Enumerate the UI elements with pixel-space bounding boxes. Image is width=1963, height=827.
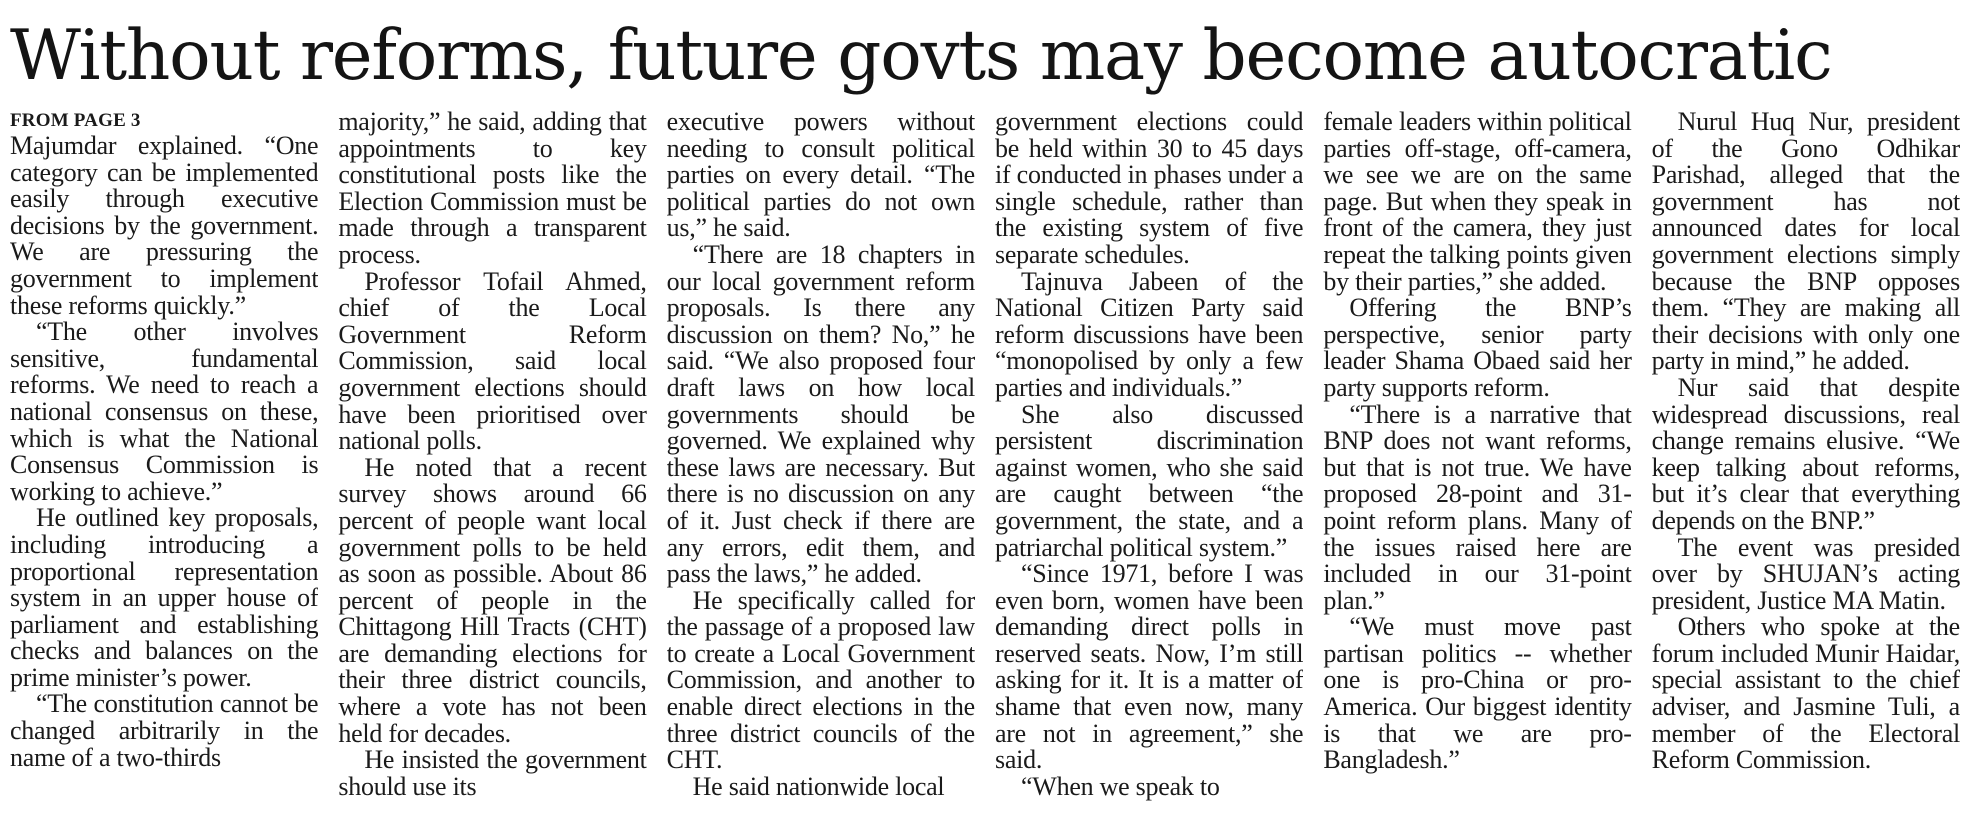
- paragraph: Tajnuva Jabeen of the National Citizen Party said reform discussions have been “monopolised by only a few parties and individuals.”: [994, 266, 1304, 402]
- paragraph: “We must move past partisan politics -- whether one is pro-China or pro-America. Our biggest identity is that we are pro-Bangladesh.”: [1323, 612, 1632, 775]
- column-1: [10, 109, 318, 821]
- column-3: [667, 109, 975, 821]
- column-5: [1323, 109, 1631, 821]
- paragraph: majority,” he said, adding that appointments to key constitutional posts like the Election Commission must be made through a transparent process.: [338, 109, 647, 269]
- paragraph: female leaders within political parties off-stage, off-camera, we see we are on the same page. But when they speak in front of the camera, they just repeat the talking points given by their parties,” she added.: [1323, 109, 1632, 296]
- paragraph: Professor Tofail Ahmed, chief of the Local Government Reform Commission, said local government elections should have been prioritised over national polls.: [338, 266, 647, 456]
- headline: Without reforms, future govts may become autocratic: [10, 16, 1832, 96]
- paragraph: He outlined key proposals, including introducing a proportional representation system in an upper house of parliament and establishing checks and balances on the prime minister’s power.: [10, 503, 319, 692]
- paragraph: He said nationwide local: [692, 771, 945, 801]
- column-6: [1652, 109, 1960, 821]
- article-body: [10, 109, 1960, 821]
- paragraph: “The constitution cannot be changed arbitrarily in the name of a two-thirds: [10, 689, 319, 772]
- paragraph: executive powers without needing to consult political parties on every detail. “The political parties do not own us,” he said.: [666, 109, 975, 243]
- paragraph: She also discussed persistent discrimination against women, who she said are caught between “the government, the state, and a patriarchal political system.”: [994, 399, 1304, 562]
- paragraph: “Since 1971, before I was even born, women have been demanding direct polls in reserved seats. Now, I’m still asking for it. It is a matter of shame that even now, many are not in agreement,” she said.: [994, 559, 1304, 775]
- paragraph: “There is a narrative that BNP does not want reforms, but that is not true. We have proposed 28-point and 31-point reform plans. Many of the issues raised here are included in our 31-point plan.”: [1323, 399, 1632, 615]
- paragraph: Majumdar explained. “One category can be implemented easily through executive decisions by the government. We are pressuring the government to implement these reforms quickly.”: [10, 131, 319, 320]
- paragraph: The event was presided over by SHUJAN’s acting president, Justice MA Matin.: [1651, 532, 1960, 615]
- paragraph: He insisted the government should use its: [338, 745, 647, 801]
- paragraph: “The other involves sensitive, fundamental reforms. We need to reach a national consensus on these, which is what the National Consensus Commission is working to achieve.”: [10, 317, 319, 506]
- paragraph: He noted that a recent survey shows around 66 percent of people want local government polls to be held as soon as possible. About 86 percent of people in the Chittagong Hill Tracts (CHT) are demanding elections for their three district councils, where a vote has not been held for decades.: [338, 452, 647, 748]
- paragraph: Nurul Huq Nur, president of the Gono Odhikar Parishad, alleged that the government has not announced dates for local government elections simply because the BNP opposes them. “They are making all their decisions with only one party in mind,” he added.: [1651, 109, 1960, 376]
- paragraph: He specifically called for the passage of a proposed law to create a Local Government Commission, and another to enable direct elections in the three district councils of the CHT.: [666, 585, 975, 775]
- paragraph: “When we speak to: [1020, 771, 1220, 801]
- paragraph: Offering the BNP’s perspective, senior party leader Shama Obaed said her party supports reform.: [1323, 293, 1632, 402]
- column-2: [338, 109, 646, 821]
- paragraph: government elections could be held within 30 to 45 days if conducted in phases under a single schedule, rather than the existing system of five separate schedules.: [994, 109, 1304, 269]
- kicker-from-page: FROM PAGE 3: [10, 110, 141, 131]
- paragraph: Nur said that despite widespread discussions, real change remains elusive. “We keep talking about reforms, but it’s clear that everything depends on the BNP.”: [1651, 372, 1960, 535]
- paragraph: “There are 18 chapters in our local government reform proposals. Is there any discussion on them? No,” he said. “We also proposed four draft laws on how local governments should be governed. We explained why these laws are necessary. But there is no discussion on any of it. Just check if there are any errors, edit them, and pass the laws,” he added.: [666, 239, 975, 589]
- column-4: [995, 109, 1303, 821]
- paragraph: Others who spoke at the forum included Munir Haidar, special assistant to the chief adviser, and Jasmine Tuli, a member of the Electoral Reform Commission.: [1651, 612, 1960, 775]
